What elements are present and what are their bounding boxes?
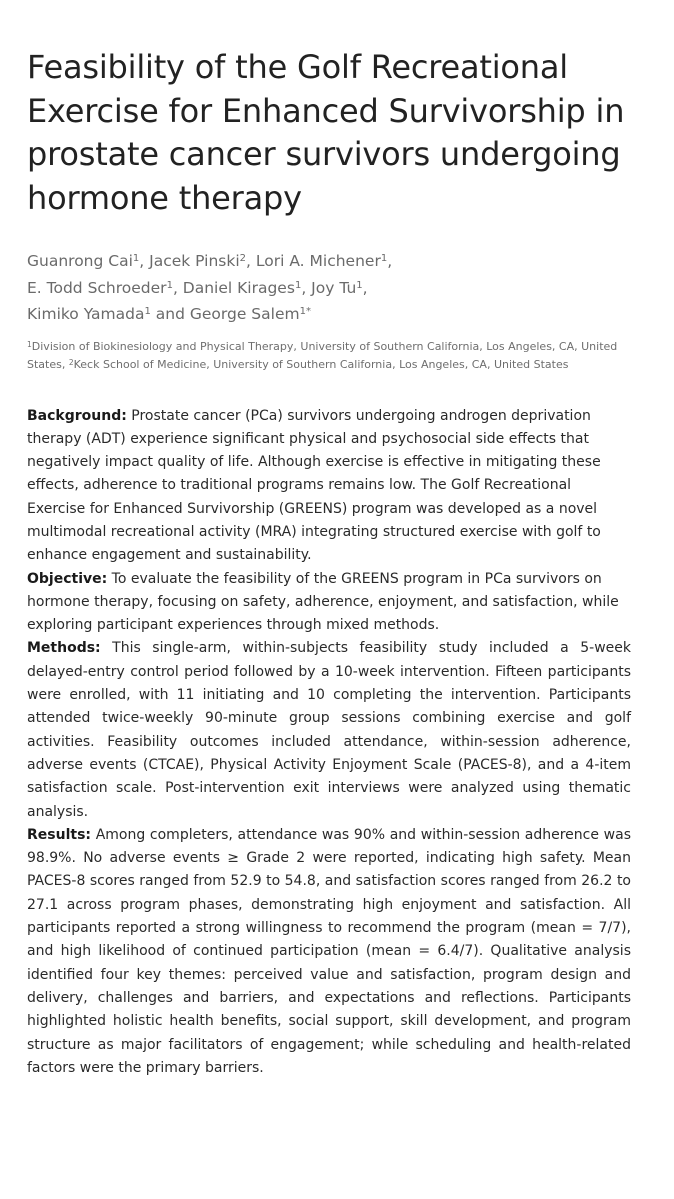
section-text: Among completers, attendance was 90% and within-session adherence was 98.9%. No adverse events ≥ Grade 2 were reported, indicating high safety. Mean PACES-8 scores ranged from 52.9 to 54.8, and satisfaction scores ranged from 26.2 to 27.1 across program phases, demonstrating high enjoyment and satisfaction. All participants reported a strong willingness to recommend the program (mean = 7/7), and high likelihood of continued participation (mean = 6.4/7). Qualitative analysis identified four key themes: perceived value and satisfaction, program design and delivery, challenges and barriers, and expectations and reflections. Participants highlighted holistic health benefits, social support, skill development, and program structure as major facilitators of engagement; while scheduling and health-related factors were the primary barriers. xyxy=(27,826,631,1076)
abstract-methods xyxy=(27,637,631,823)
section-label: Background: xyxy=(27,407,127,424)
section-text: Prostate cancer (PCa) survivors undergoing androgen deprivation therapy (ADT) experience significant physical and psychosocial side effects that negatively impact quality of life. Although exercise is effective in mitigating these effects, adherence to traditional programs remains low. The Golf Recreational Exercise for Enhanced Survivorship (GREENS) program was developed as a novel multimodal recreational activity (MRA) integrating structured exercise with golf to enhance engagement and sustainability. xyxy=(27,407,601,564)
affiliation-number: 1 xyxy=(27,339,32,349)
affiliation-marker: 1 xyxy=(132,253,140,264)
affiliation-marker: 1 xyxy=(356,279,363,291)
affiliation-marker: 1 xyxy=(144,306,151,317)
author[interactable]: Kimiko Yamada$^1$ xyxy=(27,305,151,323)
section-label: Results: xyxy=(27,826,91,843)
author[interactable]: Guanrong Cai$^1$ xyxy=(27,252,140,270)
article-page xyxy=(27,46,631,1080)
affiliation-marker: 1 xyxy=(380,253,388,264)
section-text: To evaluate the feasibility of the GREENS program in PCa survivors on hormone therapy, focusing on safety, adherence, enjoyment, and satisfaction, while exploring participant experiences through mixed methods. xyxy=(27,570,619,634)
author[interactable]: Joy Tu$^1$ xyxy=(311,278,363,297)
abstract-results xyxy=(27,824,631,1080)
affiliation-marker: 1 xyxy=(294,279,302,291)
section-text: This single-arm, within-subjects feasibility study included a 5-week delayed-entry control period followed by a 10-week intervention. Fifteen participants were enrolled, with 11 initiating and 10 completing the intervention. Participants attended twice-weekly 90-minute group sessions combining exercise and golf activities. Feasibility outcomes included attendance, within-session adherence, adverse events (CTCAE), Physical Activity Enjoyment Scale (PACES-8), and a 4-item satisfaction scale. Post-intervention exit interviews were analyzed using thematic analysis. xyxy=(27,640,631,820)
author-list: Guanrong Cai$^1$, Jacek Pinski$^2$, Lori A. Michener$^1$, E. Todd Schroeder$^1$, Daniel Kirages$^1$, Joy Tu$^1$, Kimiko Yamada$^1$ and George Salem$^{1*}$ xyxy=(27,252,393,323)
abstract-objective xyxy=(27,568,631,638)
article-title: Feasibility of the Golf Recreational Exercise for Enhanced Survivorship in prostate cancer survivors undergoing hormone therapy xyxy=(27,48,625,217)
author[interactable]: Lori A. Michener$^1$ xyxy=(255,252,388,270)
author[interactable]: E. Todd Schroeder$^1$ xyxy=(27,278,173,297)
author[interactable]: George Salem$^{1*}$ xyxy=(189,305,311,323)
affiliation-text: Keck School of Medicine, University of Southern California, Los Angeles, CA, United States xyxy=(73,357,569,371)
affiliation-marker: 1* xyxy=(299,306,311,317)
affiliation-marker: 2 xyxy=(239,253,247,264)
affiliations xyxy=(27,338,631,374)
author[interactable]: Daniel Kirages$^1$ xyxy=(182,278,302,297)
abstract xyxy=(27,405,631,1081)
author[interactable]: Jacek Pinski$^2$ xyxy=(149,252,247,270)
affiliation-number: 2 xyxy=(68,357,74,367)
abstract-background xyxy=(27,405,631,568)
section-label: Methods: xyxy=(27,640,101,657)
affiliation-marker: 1 xyxy=(166,279,173,291)
section-label: Objective: xyxy=(27,570,108,587)
affiliation-text: Division of Biokinesiology and Physical Therapy, University of Southern California, Los Angeles, CA, United States, xyxy=(27,339,618,371)
